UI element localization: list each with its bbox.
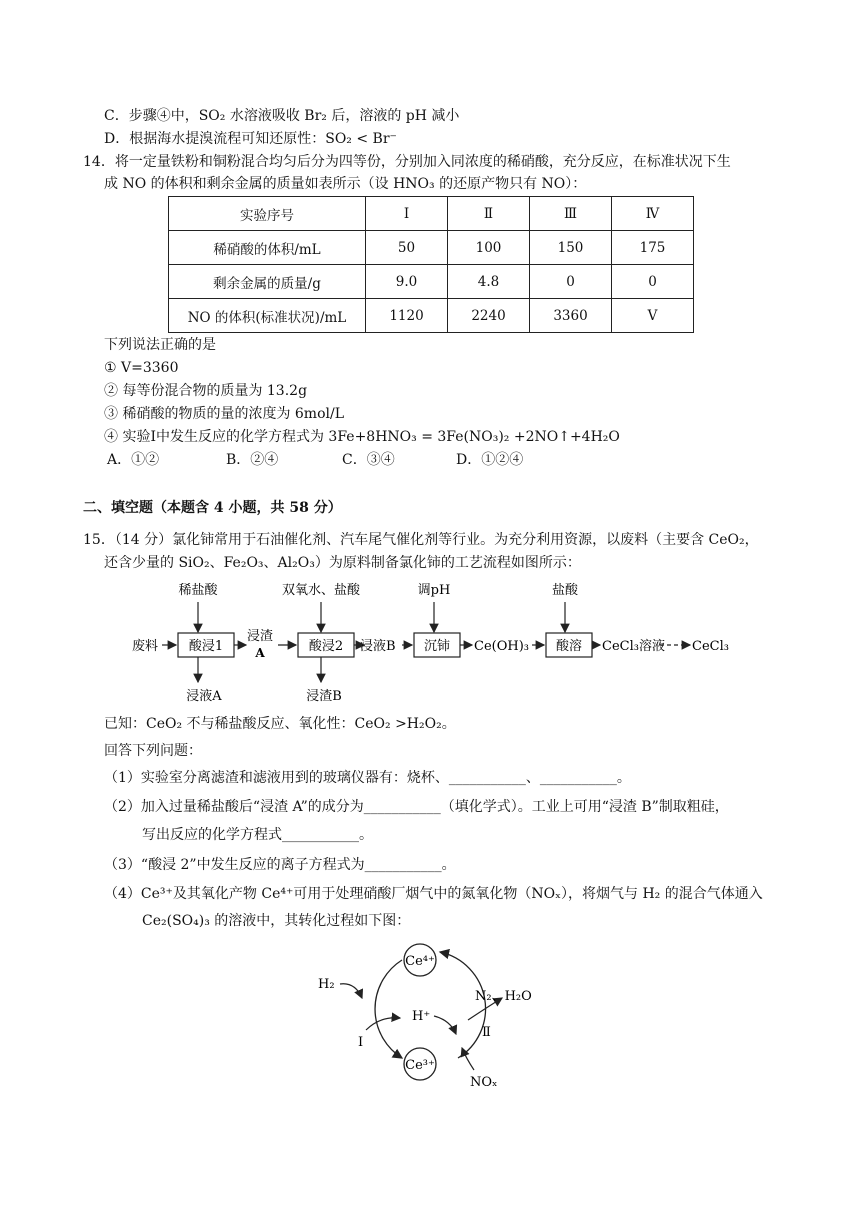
nox-label: NOₓ — [470, 1075, 498, 1090]
table-row — [169, 231, 694, 265]
reagent-label: 双氧水、盐酸 — [281, 583, 361, 598]
q14-item-2: ② 每等份混合物的质量为 13.2g — [104, 383, 308, 399]
arrow — [462, 1048, 474, 1070]
arrow — [434, 1016, 456, 1034]
q14-prompt: 下列说法正确的是 — [104, 337, 216, 353]
residue-a-label: 浸渣 — [246, 629, 274, 644]
cecl3-solution-label: CeCl₃溶液 — [602, 639, 665, 654]
q15-stem-line2: 还含少量的 SiO₂、Fe₂O₃、Al₂O₃）为原料制备氯化铈的工艺流程如图所示： — [104, 555, 581, 571]
q14-item-3: ③ 稀硝酸的物质的量的浓度为 6mol/L — [104, 406, 345, 422]
table-cell: 4.8 — [448, 265, 530, 299]
table-row — [169, 265, 694, 299]
table-cell: 剩余金属的质量/g — [169, 265, 366, 299]
table-header-cell: Ⅲ — [530, 197, 612, 231]
table-cell: V — [612, 299, 694, 333]
table-header-cell: Ⅰ — [366, 197, 448, 231]
step-2-label: Ⅱ — [482, 1025, 491, 1040]
table-cell: 3360 — [530, 299, 612, 333]
process-box-label: 酸浸1 — [188, 639, 224, 654]
table-cell: 稀硝酸的体积/mL — [169, 231, 366, 265]
reagent-label: 稀盐酸 — [178, 583, 218, 598]
reagent-label: 盐酸 — [551, 583, 579, 598]
q15-stem-line1: 15．（14 分）氯化铈常用于石油催化剂、汽车尾气催化剂等行业。为充分利用资源，以废料（主要含 CeO₂， — [83, 532, 759, 548]
table-cell: 0 — [530, 265, 612, 299]
step-1-label: Ⅰ — [358, 1035, 364, 1050]
table-cell: 1120 — [366, 299, 448, 333]
q13-option-d: D．根据海水提溴流程可知还原性：SO₂ < Br⁻ — [104, 131, 397, 147]
table-cell: 50 — [366, 231, 448, 265]
table-cell: 9.0 — [366, 265, 448, 299]
output-label: 浸渣B — [306, 689, 342, 704]
products-label: N₂、H₂O — [475, 989, 532, 1004]
table-header-cell: 实验序号 — [169, 197, 366, 231]
ce-cycle-diagram — [310, 938, 560, 1093]
cycle-arc-right — [440, 952, 486, 1058]
q14-choice-a: A．①② — [107, 452, 160, 468]
table-row — [169, 299, 694, 333]
ce4-label: Ce⁴⁺ — [405, 954, 435, 969]
q14-stem-line2: 成 NO 的体积和剩余金属的质量如表所示（设 HNO₃ 的还原产物只有 NO）： — [104, 176, 587, 192]
section-title: 二、填空题（本题含 4 小题，共 58 分） — [83, 500, 342, 516]
process-flow-diagram — [128, 576, 748, 706]
cecl3-label: CeCl₃ — [692, 639, 729, 654]
q15-answer-prompt: 回答下列问题： — [104, 743, 202, 759]
arrow — [340, 984, 362, 998]
q15-sub2-line2: 写出反应的化学方程式___________。 — [142, 827, 373, 843]
q15-sub4-line2: Ce₂(SO₄)₃ 的溶液中，其转化过程如下图： — [142, 913, 411, 929]
table-cell: 0 — [612, 265, 694, 299]
q14-stem-line1: 14．将一定量铁粉和铜粉混合均匀后分为四等份，分别加入同浓度的稀硝酸，充分反应，在标准状况下生 — [83, 154, 731, 170]
h2-label: H₂ — [318, 977, 335, 992]
q15-known: 已知：CeO₂ 不与稀盐酸反应、氧化性：CeO₂ >H₂O₂。 — [104, 716, 456, 732]
process-box-label: 酸浸2 — [308, 639, 344, 654]
cycle-arc-left — [375, 960, 402, 1058]
reagent-label: 调pH — [417, 583, 451, 598]
arrow — [366, 1018, 400, 1030]
q14-item-1: ① V=3360 — [104, 360, 179, 376]
residue-a-letter: A — [255, 646, 265, 660]
q13-option-c: C．步骤④中，SO₂ 水溶液吸收 Br₂ 后，溶液的 pH 减小 — [104, 108, 460, 124]
ce3-label: Ce³⁺ — [405, 1058, 435, 1073]
q15-sub4-line1: （4）Ce³⁺及其氧化产物 Ce⁴⁺可用于处理硝酸厂烟气中的氮氧化物（NOₓ），将烟气与 H₂ 的混合气体通入 — [104, 886, 763, 902]
q15-sub2-line1: （2）加入过量稀盐酸后“浸渣 A”的成分为___________（填化学式）。工业上可用“浸渣 B”制取粗硅， — [104, 799, 729, 815]
flow-start-label: 废料 — [132, 639, 159, 654]
table-header-row — [169, 197, 694, 231]
q14-item-4: ④ 实验Ⅰ中发生反应的化学方程式为 3Fe+8HNO₃ = 3Fe(NO₃)₂ +2NO↑+4H₂O — [104, 429, 620, 445]
table-cell: 175 — [612, 231, 694, 265]
hplus-label: H⁺ — [412, 1009, 431, 1024]
ce-oh-label: Ce(OH)₃ — [474, 639, 529, 654]
table-header-cell: Ⅳ — [612, 197, 694, 231]
q14-choice-d: D．①②④ — [456, 452, 524, 468]
table-header-cell: Ⅱ — [448, 197, 530, 231]
process-box-label: 酸溶 — [555, 639, 583, 654]
table-cell: 150 — [530, 231, 612, 265]
filtrate-b-label: 浸液B — [360, 639, 396, 654]
process-box-label: 沉铈 — [423, 639, 451, 654]
table-cell: 2240 — [448, 299, 530, 333]
q14-data-table — [168, 196, 694, 333]
q15-sub1: （1）实验室分离滤渣和滤液用到的玻璃仪器有：烧杯、___________、___________。 — [104, 770, 631, 786]
table-cell: 100 — [448, 231, 530, 265]
table-cell: NO 的体积(标准状况)/mL — [169, 299, 366, 333]
q14-choice-b: B．②④ — [226, 452, 279, 468]
q14-choice-c: C．③④ — [342, 452, 395, 468]
q15-sub3: （3）“酸浸 2”中发生反应的离子方程式为___________。 — [104, 857, 456, 873]
output-label: 浸液A — [186, 689, 222, 704]
